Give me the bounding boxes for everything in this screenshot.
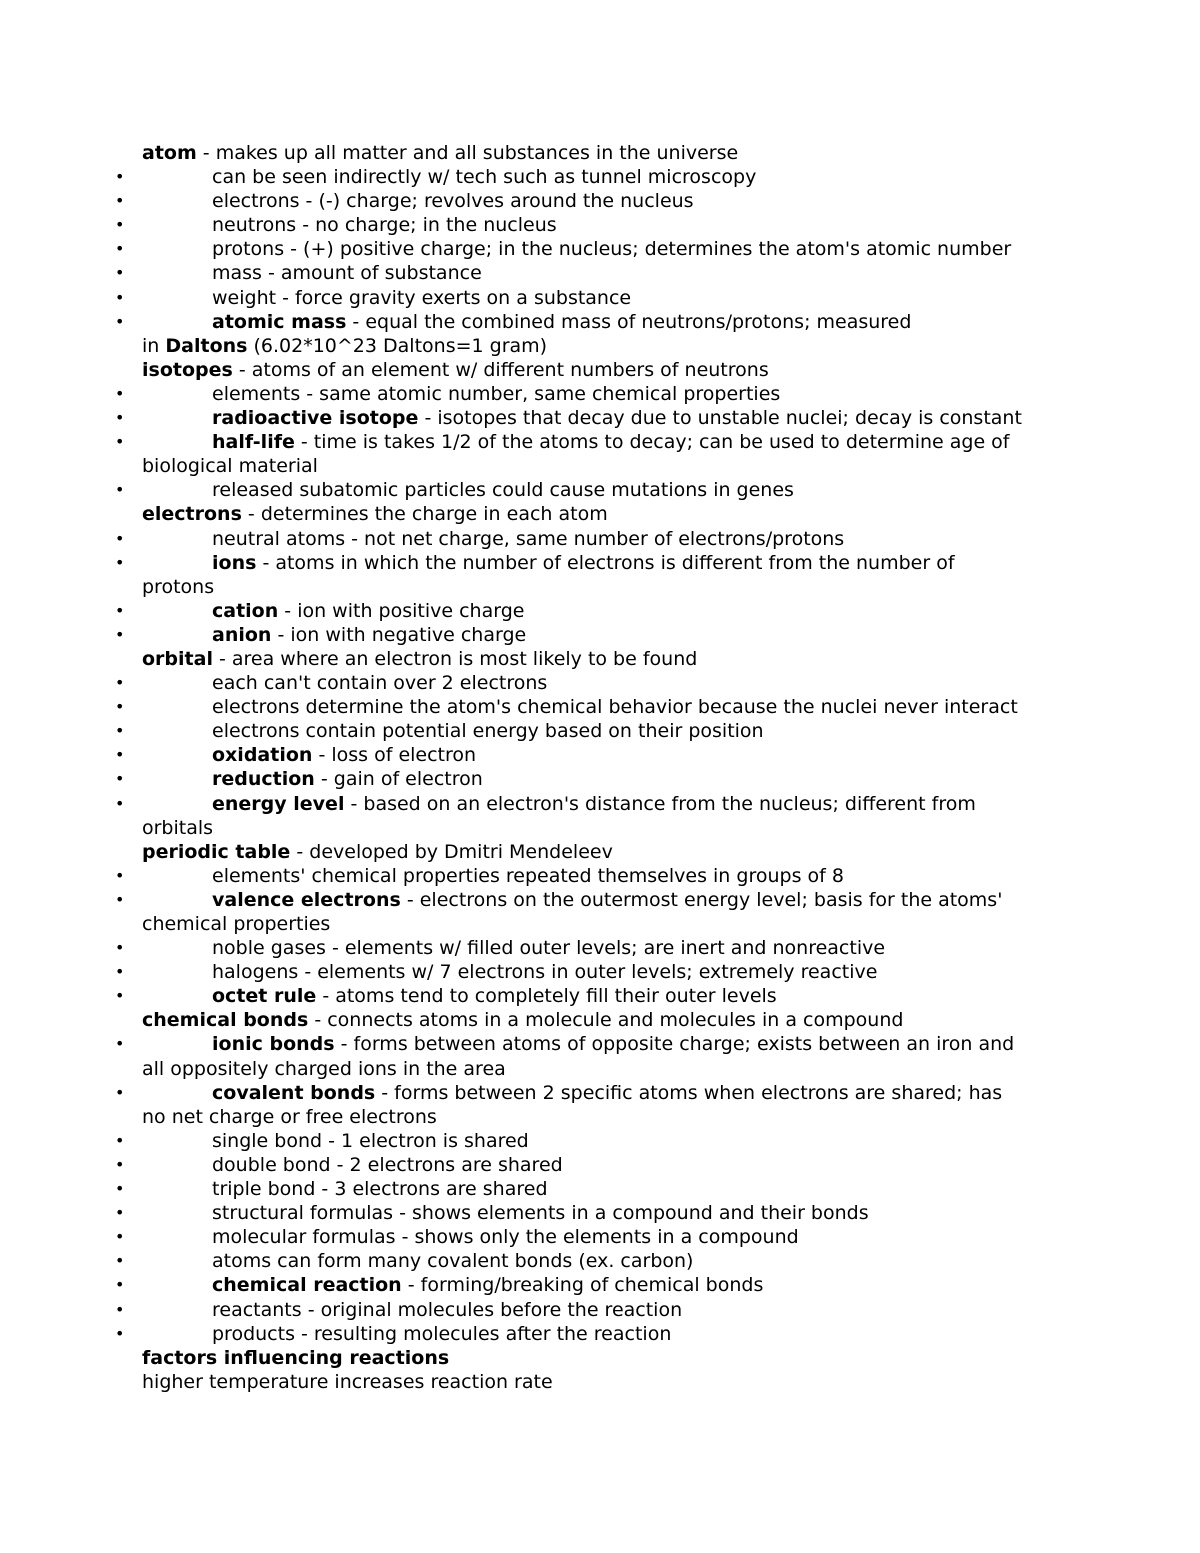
line-text: can be seen indirectly w/ tech such as tunnel microscopy [212, 166, 757, 189]
key-term: atom [142, 142, 197, 164]
line-text: neutral atoms - not net charge, same number of electrons/protons [212, 527, 845, 550]
bullet-item [115, 1201, 1062, 1225]
line-text: triple bond - 3 electrons are shared [212, 1178, 548, 1201]
line-text: orbitals [142, 816, 214, 839]
bullet-item [115, 310, 1062, 334]
line-text: electrons determine the atom's chemical behavior because the nuclei never interact [212, 696, 1018, 719]
bullet-icon: • [115, 480, 125, 500]
bullet-item [115, 261, 1062, 285]
line-text: electrons contain potential energy based on their position [212, 720, 764, 743]
key-term: chemical bonds [142, 1009, 309, 1032]
line-text: molecular formulas - shows only the elements in a compound [212, 1226, 799, 1249]
line-text: - atoms in which the number of electrons is different from the number of [256, 551, 955, 574]
bullet-item [115, 719, 1062, 743]
bullet-icon: • [115, 745, 125, 765]
line-text: - loss of electron [312, 744, 477, 767]
bullet-icon: • [115, 239, 125, 259]
line-text: - ion with negative charge [271, 623, 527, 646]
line-text: chemical properties [142, 913, 331, 935]
bullet-item [115, 382, 1062, 406]
section-heading-line [142, 840, 1062, 864]
bullet-item [115, 1298, 1062, 1322]
key-term: Daltons [165, 334, 248, 357]
bullet-item [115, 792, 1062, 816]
bullet-icon: • [115, 1154, 125, 1174]
bullet-icon: • [115, 263, 125, 283]
key-term: radioactive isotope [212, 407, 419, 430]
bullet-icon: • [115, 600, 125, 620]
line-text: - ion with positive charge [278, 599, 525, 622]
line-text: - forms between 2 specific atoms when electrons are shared; has [375, 1081, 1003, 1104]
bullet-icon: • [115, 793, 125, 813]
bullet-item [115, 1153, 1062, 1177]
continuation-line [142, 334, 1062, 358]
line-text: mass - amount of substance [212, 262, 482, 285]
line-text: higher temperature increases reaction rate [142, 1370, 553, 1393]
line-prefix: in [142, 334, 166, 357]
key-term: covalent bonds [212, 1081, 376, 1104]
bullet-icon: • [115, 1323, 125, 1343]
line-text: - makes up all matter and all substances in the universe [196, 142, 739, 164]
key-term: valence electrons [212, 888, 401, 911]
bullet-item [115, 478, 1062, 502]
bullet-icon: • [115, 528, 125, 548]
key-term: periodic table [142, 840, 291, 863]
bullet-item [115, 864, 1062, 888]
key-term: orbital [142, 647, 213, 670]
line-text: (6.02*10^23 Daltons=1 gram) [247, 334, 548, 357]
bullet-icon: • [115, 1275, 125, 1295]
bullet-item [115, 430, 1062, 454]
bullet-icon: • [115, 1203, 125, 1223]
key-term: octet rule [212, 985, 317, 1008]
line-text: elements' chemical properties repeated themselves in groups of 8 [212, 864, 844, 887]
line-text: - electrons on the outermost energy level; basis for the atoms' [400, 888, 1003, 911]
bullet-item [115, 1273, 1062, 1297]
continuation-line [142, 816, 1062, 840]
line-text: - equal the combined mass of neutrons/protons; measured [346, 310, 912, 333]
line-text: all oppositely charged ions in the area [142, 1057, 506, 1080]
line-text: protons [142, 575, 215, 598]
line-text: - determines the charge in each atom [241, 503, 608, 526]
bullet-item [115, 599, 1062, 623]
bullet-icon: • [115, 432, 125, 452]
section-heading-line [142, 647, 1062, 671]
line-text: halogens - elements w/ 7 electrons in outer levels; extremely reactive [212, 961, 878, 984]
bullet-icon: • [115, 311, 125, 331]
section-heading-line [142, 141, 1062, 165]
line-text: neutrons - no charge; in the nucleus [212, 214, 557, 237]
bullet-item [115, 1032, 1062, 1056]
line-text: noble gases - elements w/ filled outer levels; are inert and nonreactive [212, 937, 886, 960]
line-text: - atoms of an element w/ different numbers of neutrons [232, 358, 769, 381]
line-text: - area where an electron is most likely to be found [212, 647, 698, 670]
line-text: - forming/breaking of chemical bonds [401, 1274, 764, 1297]
section-heading-line [142, 1346, 1062, 1370]
bullet-icon: • [115, 962, 125, 982]
line-text: double bond - 2 electrons are shared [212, 1153, 563, 1176]
bullet-item [115, 1129, 1062, 1153]
bullet-item [115, 743, 1062, 767]
section-heading-line [142, 358, 1062, 382]
bullet-item [115, 1225, 1062, 1249]
bullet-item [115, 551, 1062, 575]
line-text: - atoms tend to completely fill their outer levels [316, 985, 777, 1008]
bullet-item [115, 1249, 1062, 1273]
bullet-icon: • [115, 408, 125, 428]
bullet-item [115, 237, 1062, 261]
line-text: single bond - 1 electron is shared [212, 1129, 529, 1152]
line-text: atoms can form many covalent bonds (ex. carbon) [212, 1250, 694, 1273]
key-term: isotopes [142, 358, 233, 381]
bullet-item [115, 527, 1062, 551]
bullet-icon: • [115, 1251, 125, 1271]
bullet-icon: • [115, 1227, 125, 1247]
continuation-line [142, 575, 1062, 599]
line-text: - based on an electron's distance from the nucleus; different from [344, 792, 976, 815]
bullet-item [115, 960, 1062, 984]
bullet-icon: • [115, 1130, 125, 1150]
bullet-icon: • [115, 624, 125, 644]
line-text: no net charge or free electrons [142, 1105, 437, 1128]
key-term: ions [212, 551, 257, 574]
line-text: - developed by Dmitri Mendeleev [290, 840, 613, 863]
line-text: biological material [142, 455, 318, 478]
key-term: reduction [212, 768, 315, 791]
bullet-icon: • [115, 552, 125, 572]
line-text: released subatomic particles could cause mutations in genes [212, 479, 794, 502]
bullet-icon: • [115, 673, 125, 693]
bullet-icon: • [115, 865, 125, 885]
key-term: chemical reaction [212, 1274, 402, 1297]
continuation-line [142, 454, 1062, 478]
key-term: ionic bonds [212, 1033, 335, 1056]
bullet-icon: • [115, 889, 125, 909]
line-text: each can't contain over 2 electrons [212, 672, 548, 695]
section-heading-line [142, 502, 1062, 526]
bullet-icon: • [115, 287, 125, 307]
bullet-icon: • [115, 167, 125, 187]
line-text: elements - same atomic number, same chemical properties [212, 382, 781, 405]
key-term: oxidation [212, 744, 313, 767]
bullet-item [115, 1177, 1062, 1201]
bullet-icon: • [115, 769, 125, 789]
bullet-item [115, 1322, 1062, 1346]
key-term: cation [212, 599, 279, 622]
key-term: anion [212, 623, 272, 646]
line-text: reactants - original molecules before the reaction [212, 1298, 683, 1321]
bullet-icon: • [115, 721, 125, 741]
bullet-item [115, 286, 1062, 310]
bullet-item [115, 936, 1062, 960]
bullet-item [115, 189, 1062, 213]
notes-body [115, 141, 1062, 1394]
bullet-icon: • [115, 938, 125, 958]
bullet-item [115, 984, 1062, 1008]
line-text: products - resulting molecules after the reaction [212, 1322, 672, 1345]
section-heading-line [142, 1008, 1062, 1032]
bullet-item [115, 165, 1062, 189]
key-term: factors influencing reactions [142, 1346, 450, 1369]
bullet-item [115, 767, 1062, 791]
bullet-item [115, 888, 1062, 912]
bullet-icon: • [115, 383, 125, 403]
bullet-icon: • [115, 986, 125, 1006]
key-term: atomic mass [212, 310, 347, 333]
bullet-item [115, 671, 1062, 695]
bullet-icon: • [115, 215, 125, 235]
bullet-item [115, 695, 1062, 719]
bullet-icon: • [115, 1299, 125, 1319]
continuation-line [142, 1057, 1062, 1081]
line-text: - forms between atoms of opposite charge; exists between an iron and [334, 1033, 1015, 1056]
key-term: energy level [212, 792, 345, 815]
bullet-icon: • [115, 1082, 125, 1102]
bullet-icon: • [115, 191, 125, 211]
line-text: structural formulas - shows elements in a compound and their bonds [212, 1202, 869, 1225]
line-text: - time is takes 1/2 of the atoms to decay; can be used to determine age of [294, 431, 1010, 454]
line-text: - gain of electron [314, 768, 483, 791]
bullet-icon: • [115, 1034, 125, 1054]
bullet-item [115, 623, 1062, 647]
continuation-line [142, 1105, 1062, 1129]
bullet-icon: • [115, 697, 125, 717]
key-term: electrons [142, 503, 242, 526]
bullet-item [115, 213, 1062, 237]
line-text: - connects atoms in a molecule and molecules in a compound [308, 1009, 904, 1032]
continuation-line [142, 1370, 1062, 1394]
line-text: - isotopes that decay due to unstable nuclei; decay is constant [418, 407, 1022, 430]
bullet-item [115, 1081, 1062, 1105]
line-text: electrons - (-) charge; revolves around the nucleus [212, 190, 694, 213]
bullet-icon: • [115, 1179, 125, 1199]
key-term: half-life [212, 431, 295, 454]
line-text: protons - (+) positive charge; in the nucleus; determines the atom's atomic number [212, 238, 1012, 261]
continuation-line [142, 912, 1062, 936]
line-text: weight - force gravity exerts on a substance [212, 286, 632, 309]
bullet-item [115, 406, 1062, 430]
